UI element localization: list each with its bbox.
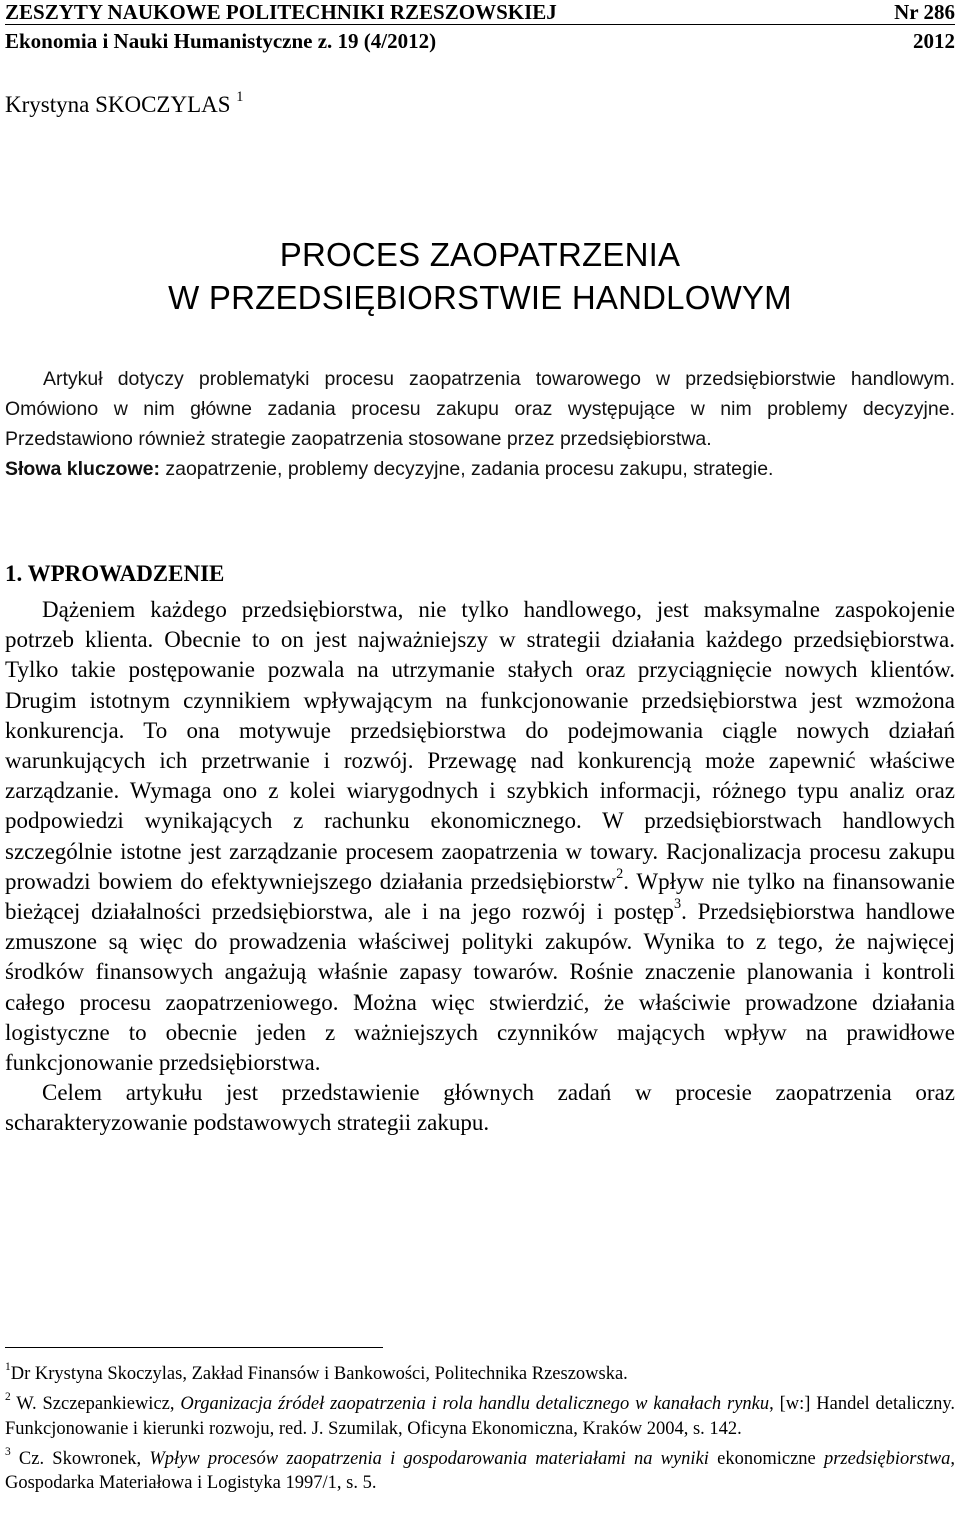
footnote-1-text: Dr Krystyna Skoczylas, Zakład Finansów i Bankowości, Politechnika Rzeszowska. (10, 1364, 628, 1384)
body-paragraph-2: Celem artykułu jest przedstawienie głównych zadań w procesie zaopatrzenia oraz scharakteryzowanie podstawowych strategii zakupu. (5, 1080, 955, 1136)
journal-header (5, 0, 955, 25)
section-heading: 1. WPROWADZENIE (5, 561, 225, 586)
article-title-line-2: W PRZEDSIĘBIORSTWIE HANDLOWYM (168, 279, 792, 316)
issue-number: Nr 286 (894, 0, 955, 24)
article-title-line-1: PROCES ZAOPATRZENIA (279, 236, 681, 273)
issue-year: 2012 (913, 29, 955, 53)
body-text (5, 595, 955, 1139)
footnote-divider (5, 1347, 383, 1348)
series-header (5, 29, 955, 53)
footnote-2-source: , [w:] Handel detaliczny. Funkcjonowanie i kierunki rozwoju, red. J. Szumilak, Oficyna Ekonomiczna, Kraków 2004, s. 142. (5, 1394, 955, 1439)
footnote-ref-2: 2 (616, 866, 624, 883)
footnote-1 (5, 1362, 955, 1386)
footnote-3-title: Wpływ procesów zaopatrzenia i gospodarowania materiałami na wyniki (149, 1448, 709, 1469)
footnote-1-mark: 1 (5, 1361, 11, 1374)
body-paragraph-1 (5, 595, 955, 1078)
footnote-3 (5, 1447, 955, 1496)
body-p1-part-a: Dążeniem każdego przedsiębiorstwa, nie tylko handlowego, jest maksymalne zaspokojenie potrzeb klienta. Obecnie to on jest najważniejszy w strategii działania każdego przedsiębiorstwa. Tylko takie postępowanie pozwala na utrzymanie stałych oraz przyciągnięcie nowych klientów. Drugim istotnym czynnikiem wpływającym na funkcjonowanie przedsiębiorstwa jest wzmożona konkurencja. To ona motywuje przedsiębiorstwa do podejmowania ciągle nowych działań warunkujących ich przetrwanie i rozwój. Przewagę nad konkurencją może zapewnić właściwe zarządzanie. Wymaga ono z kolei wiarygodnych i szybkich informacji, różnego typu analiz oraz podpowiedzi wynikających z rachunku ekonomicznego. W przedsiębiorstwach handlowych szczególnie istotne jest zarządzanie procesem zaopatrzenia w towary. Racjonalizacja procesu zakupu prowadzi bowiem do efektywniejszego działania przedsiębiorstw (5, 597, 955, 894)
keywords-list: zaopatrzenie, problemy decyzyjne, zadania procesu zakupu, strategie. (159, 458, 774, 480)
abstract-text: Artykuł dotyczy problematyki procesu zaopatrzenia towarowego w przedsiębiorstwie handlowym. Omówiono w nim główne zadania procesu zakupu oraz występujące w nim problemy decyzyjne. Przedstawiono również strategie zaopatrzenia stosowane przez przedsiębiorstwa. (5, 368, 955, 450)
journal-name: ZESZYTY NAUKOWE POLITECHNIKI RZESZOWSKIEJ (5, 0, 557, 24)
footnote-3-mark: 3 (5, 1446, 11, 1459)
footnote-3-mid: ekonomiczne (708, 1448, 824, 1469)
footnote-2-title: Organizacja źródeł zaopatrzenia i rola handlu detalicznego w kanałach rynku (180, 1394, 770, 1415)
footnote-3-author: Cz. Skowronek, (10, 1448, 150, 1469)
author-line (5, 89, 244, 118)
footnote-3-title-end: przedsiębiorstwa (823, 1448, 951, 1469)
footnote-2 (5, 1392, 955, 1441)
footnotes (5, 1362, 955, 1495)
body-p1-part-c: . Przedsiębiorstwa handlowe zmuszone są więc do prowadzenia właściwej polityki zakupów. Wynika to z tego, że najwięcej środków finansowych angażują właśnie zapasy towarów. Rośnie znaczenie planowania i kontroli całego procesu zaopatrzeniowego. Można więc stwierdzić, że właściwie prowadzone działania logistyczne to obecnie jeden z ważniejszych czynników mających wpływ na prawidłowe funkcjonowanie przedsiębiorstwa. (5, 899, 955, 1076)
footnote-ref-3: 3 (673, 896, 682, 913)
keywords-label: Słowa kluczowe: (5, 458, 160, 480)
series-name: Ekonomia i Nauki Humanistyczne z. 19 (4/2012) (5, 29, 437, 53)
author-footnote-mark: 1 (236, 89, 244, 106)
footnote-2-author: W. Szczepankiewicz, (10, 1394, 181, 1415)
abstract (5, 364, 955, 484)
footnote-2-mark: 2 (5, 1391, 11, 1404)
footnote-3-source: , Gospodarka Materiałowa i Logistyka 1997/1, s. 5. (5, 1448, 956, 1494)
keywords (5, 454, 955, 484)
author-name: Krystyna SKOCZYLAS (5, 92, 231, 117)
body-p1-part-b: . Wpływ nie tylko na finansowanie bieżącej działalności przedsiębiorstwa, ale i na jego rozwój i postęp (5, 868, 955, 925)
